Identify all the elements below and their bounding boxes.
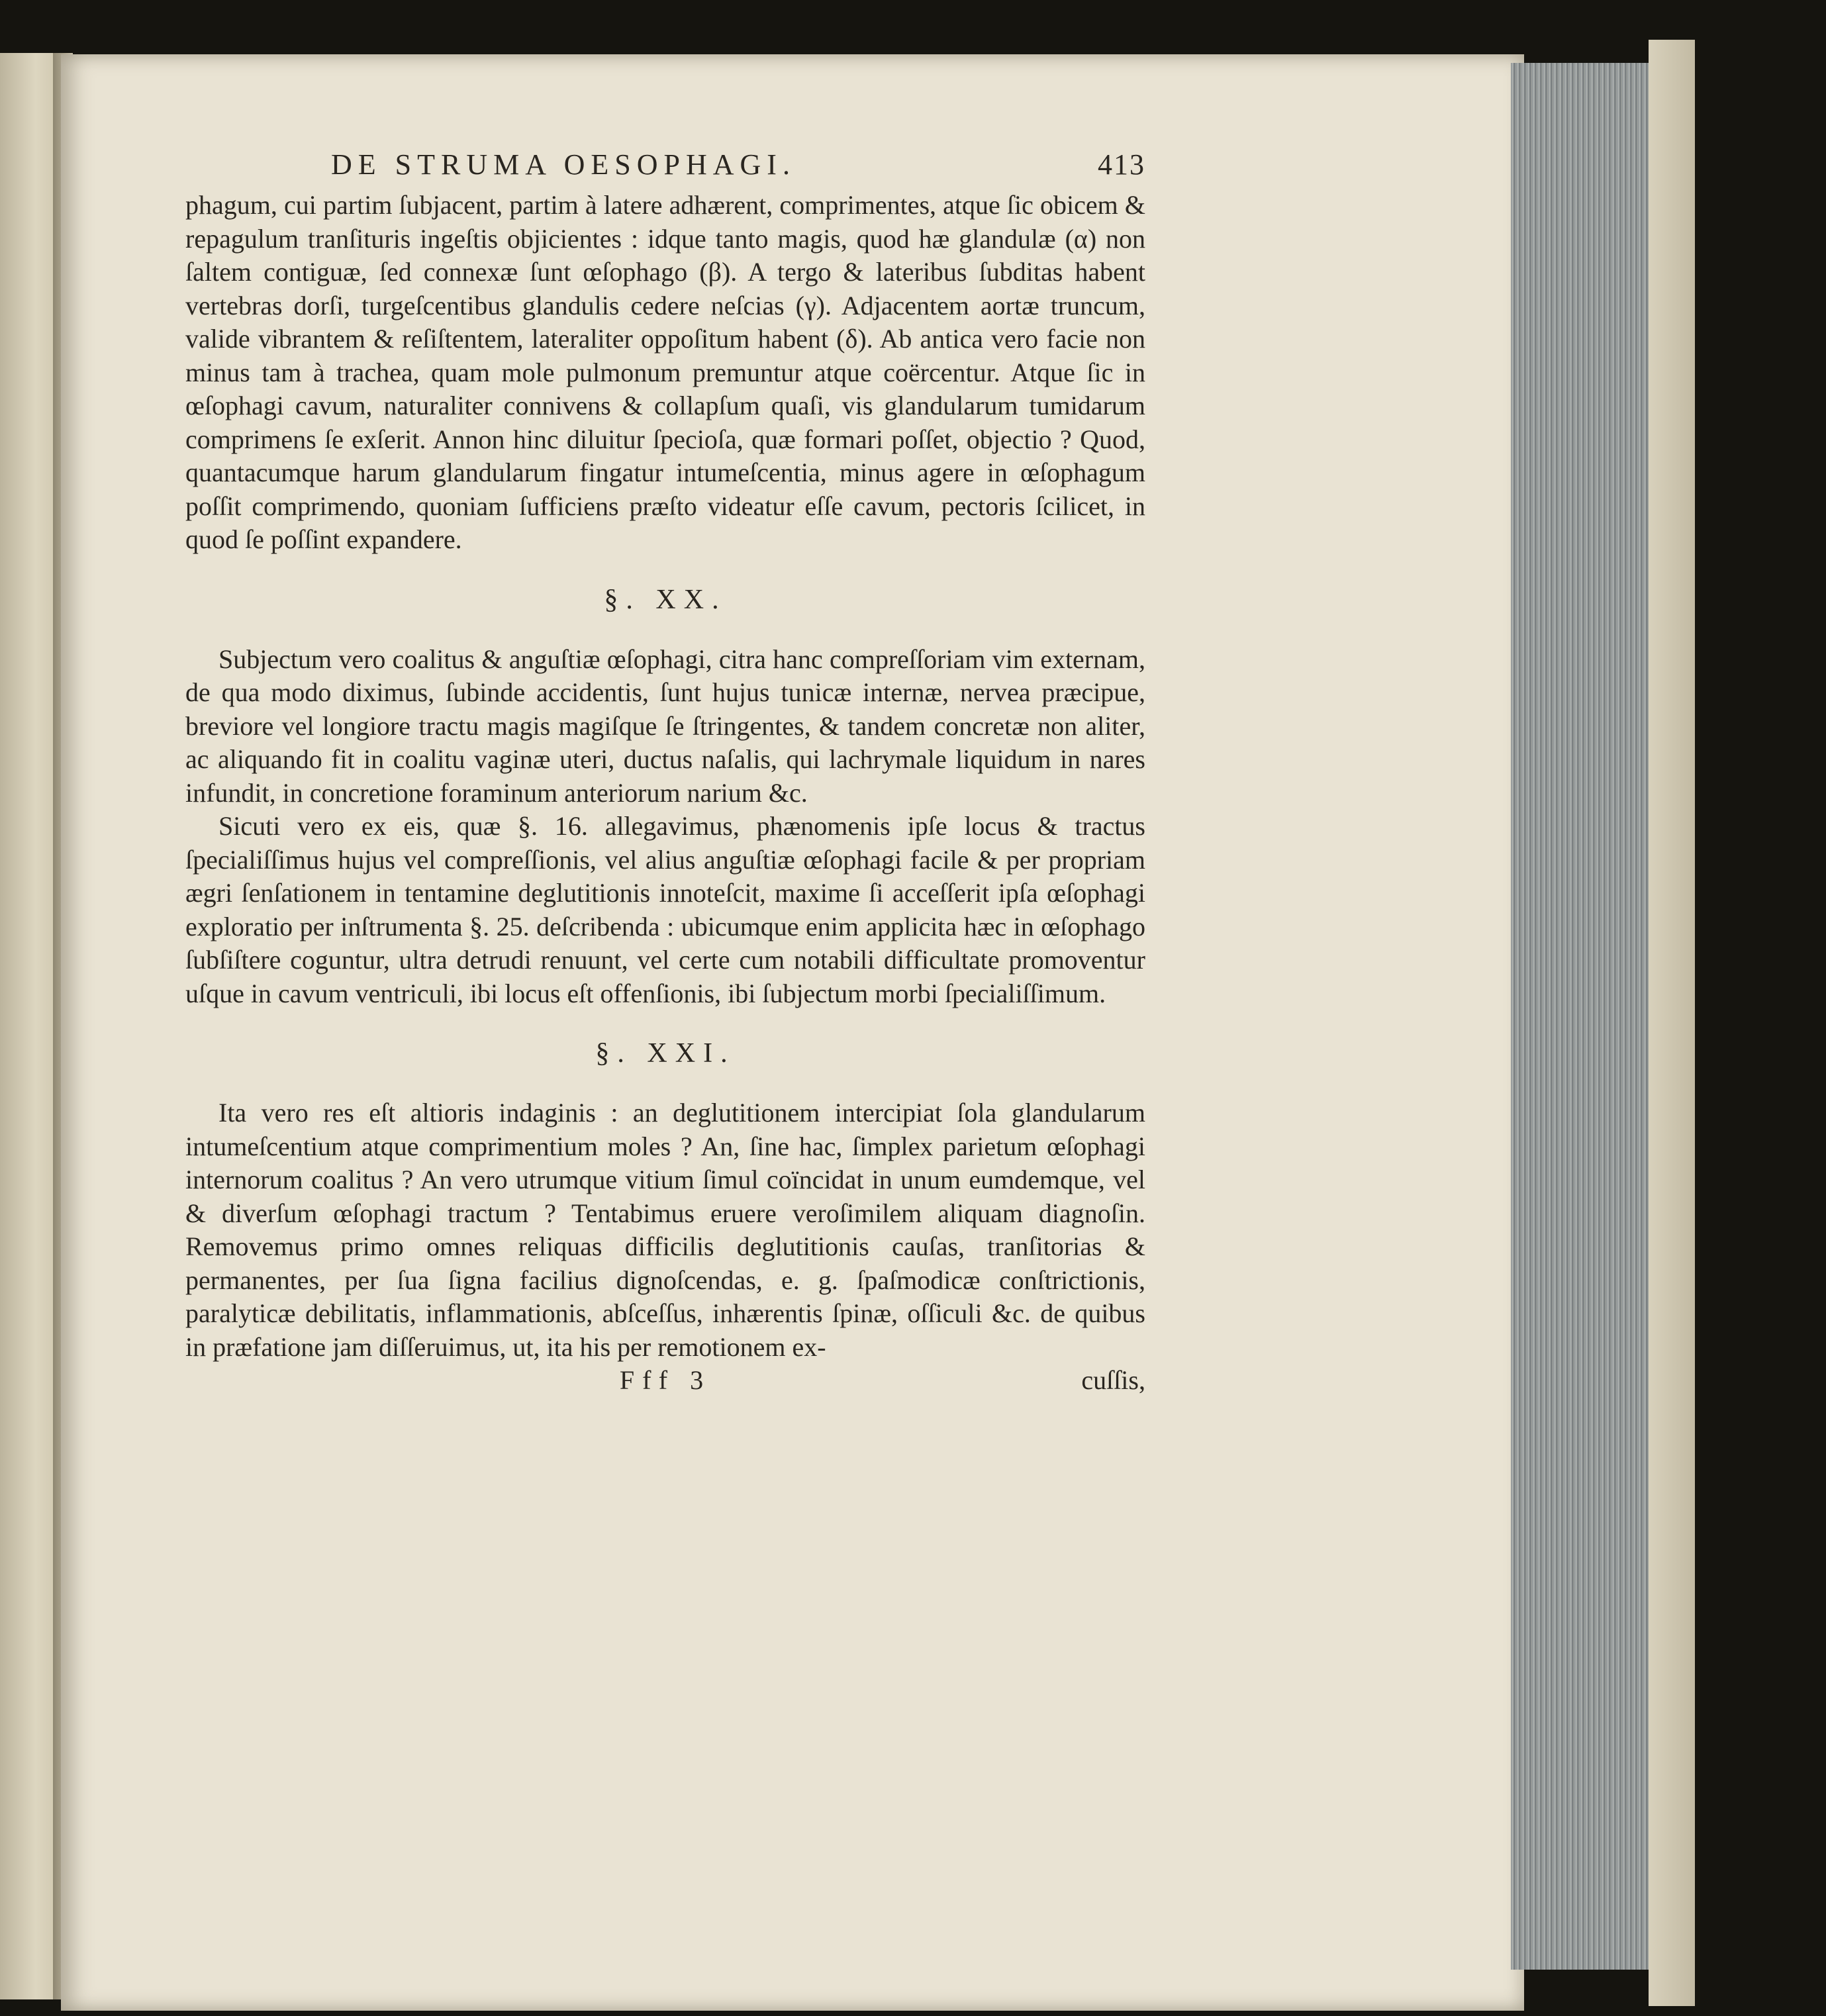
paragraph-continued: phagum, cui partim ſubjacent, partim à latere adhærent, comprimentes, atque ſic obicem & repagulum tranſituris ingeſtis objicientes : idque tanto magis, quod hæ glandulæ (α) non ſaltem contiguæ, ſed connexæ ſunt œſophago (β). A tergo & lateribus ſubditas habent vertebras dorſi, turgeſcentibus glandulis cedere neſcias (γ). Adjacentem aortæ truncum, valide vibrantem & reſiſtentem, lateraliter oppoſitum habent (δ). Ab antica vero facie non minus tam à trachea, quam mole pulmonum premuntur atque coërcentur. Atque ſic in œſophagi cavum, naturaliter connivens & collapſum quaſi, vis glandularum tumidarum comprimens ſe exſerit. Annon hinc diluitur ſpecioſa, quæ formari poſſet, objectio ? Quod, quantacumque harum glandularum fingatur intumeſcentia, minus agere in œſophagum poſſit comprimendo, quoniam ſufficiens præſto videatur eſſe cavum, pectoris ſcilicet, in quod ſe poſſint expandere. (185, 190, 1145, 554)
catchword: cuſſis, (1081, 1365, 1145, 1395)
running-title: DE STRUMA OESOPHAGI. (331, 148, 796, 181)
paragraph: Sicuti vero ex eis, quæ §. 16. allegavimus, phænomenis ipſe locus & tractus ſpecialiſſimus hujus vel compreſſionis, vel alius anguſtiæ œſophagi facile & per propriam ægri ſenſationem in tentamine deglutitionis innoteſcit, maxime ſi acceſſerit ipſa œſophagi exploratio per inſtrumenta §. 25. deſcribenda : ubicumque enim applicita hæc in œſophago ſubſiſtere coguntur, ultra detrudi renuunt, vel certe cum notabili difficultate promoventur uſque in cavum ventriculi, ibi locus eſt offenſionis, ibi ſubjectum morbi ſpecialiſſimum. (185, 811, 1145, 1008)
page-text (185, 136, 1145, 1397)
page-footer (185, 1364, 1145, 1397)
book-cover-edge (1649, 40, 1695, 2006)
paragraph: Subjectum vero coalitus & anguſtiæ œſophagi, citra hanc compreſſoriam vim externam, de qua modo diximus, ſubinde accidentis, ſunt hujus tunicæ internæ, nervea præcipue, breviore vel longiore tractu magis magiſque ſe ſtringentes, & tandem concretæ non aliter, ac aliquando fit in coalitu vaginæ uteri, ductus naſalis, qui lachrymale liquidum in nares infundit, in concretione foraminum anteriorum narium &c. (185, 644, 1145, 808)
page-edges (1511, 63, 1653, 1970)
page-number: 413 (1098, 148, 1145, 181)
signature-mark: Fff 3 (619, 1365, 712, 1395)
section-heading-xx: §. XX. (604, 584, 727, 615)
paragraph: Ita vero res eſt altioris indaginis : an deglutitionem intercipiat ſola glandularum intumeſcentium atque comprimentium moles ? An, ſine hac, ſimplex parietum œſophagi internorum coalitus ? An vero utrumque vitium ſimul coïncidat in unum eumdemque, vel & diverſum œſophagi tractum ? Tentabimus eruere veroſimilem aliquam diagnoſin. Removemus primo omnes reliquas difficilis deglutitionis cauſas, tranſitorias & permanentes, per ſua ſigna facilius dignoſcendas, e. g. ſpaſmodicæ conſtrictionis, paralyticæ debilitatis, inflammationis, abſceſſus, inhærentis ſpinæ, oſſiculi &c. de quibus in præfatione jam diſſeruimus, ut, ita his per remotionem ex- (185, 1098, 1145, 1362)
running-header (185, 136, 1145, 189)
section-heading-xxi: §. XXI. (595, 1038, 736, 1069)
left-page-edge (0, 53, 60, 1999)
